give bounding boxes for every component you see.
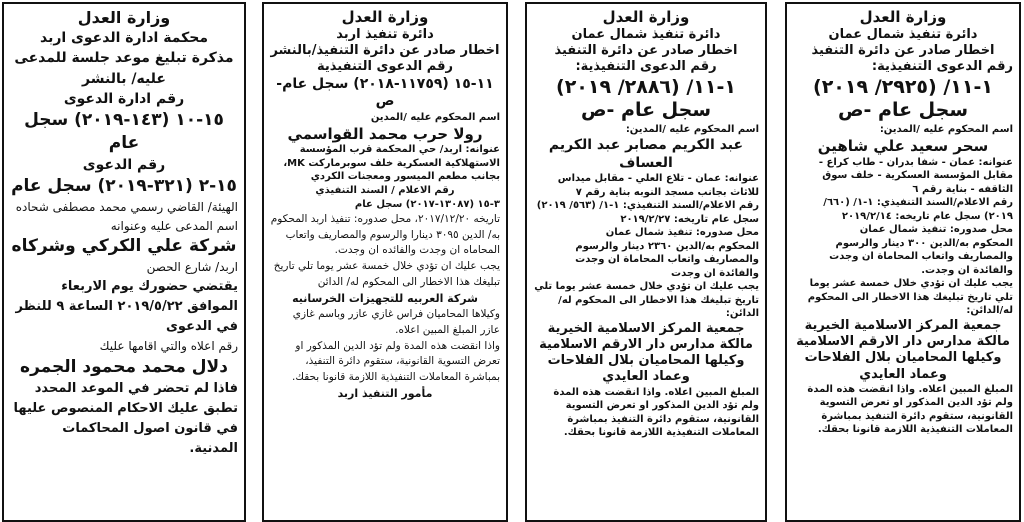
memo-heading: مذكرة تبليغ موعد جلسة للمدعى عليه/ بالنشر	[14, 50, 234, 87]
reference-number: ٣-١٥ (١٣٠٨٧-٢٠١٧) سجل عام	[354, 198, 500, 210]
case-label: رقم الدعوى التنفيذية	[317, 59, 453, 75]
notice-column-north-amman-2925	[785, 2, 1021, 522]
defendant-address: عنوانه: عمان - شفا بدران - طاب كراع - مقابل المؤسسة العسكرية - خلف سوق الثاقفه - بناية رقم ٦	[818, 156, 1013, 195]
reference-label: رقم الاعلام / السند التنفيذي	[315, 184, 455, 196]
defendant-label: اسم المحكوم عليه /المدين	[370, 111, 500, 123]
case-number: ١٥-٢ (٣٢١-٢٠١٩) سجل عام	[11, 176, 237, 197]
notice-column-irbid-execution	[262, 2, 508, 522]
plaintiff-name: دلال محمد محمود الجمره	[20, 357, 228, 378]
defendant-name: سحر سعيد علي شاهين	[817, 137, 989, 155]
defendant-address: اربد/ شارع الحصن	[146, 260, 238, 275]
notice-heading: اخطار صادر عن دائرة التنفيذ	[554, 43, 738, 58]
case-label: رقم الدعوى التنفيذية:	[575, 59, 717, 75]
department-heading: دائرة تنفيذ شمال عمان	[571, 26, 721, 42]
case-label: رقم الدعوى	[82, 157, 166, 174]
defendant-address: عنوانه: عمان - تلاع العلي - مقابل ميداس للاثاث بجانب مسجد النوبه بناية رقم ٧	[557, 173, 759, 198]
notice-heading: اخطار صادر عن دائرة التنفيذ	[811, 43, 995, 58]
defendant-address: عنوانه: اربد/ حي المحكمة قرب المؤسسة الاستهلاكية العسكرية خلف سوبرماركت MK، بجانب مطعم الميسور ومعجنات الكردي	[283, 144, 500, 183]
defendant-name: رولا حرب محمد القواسمي	[287, 124, 483, 143]
defendant-label: اسم المحكوم عليه /المدين:	[879, 124, 1013, 135]
warning-text: فاذا لم تحضر في الموعد المحدد تطبق عليك الاحكام المنصوص عليها في قانون اصول المحاكمات المدنية.	[13, 380, 238, 457]
signature-line: مأمور التنفيذ اربد	[337, 386, 433, 400]
case-number: ١١-١٥ (١١٧٥٩-٢٠١٨) سجل عام-ص	[276, 75, 494, 109]
reference-number: رقم الاعلام/السند التنفيذي: ١-١/ (٦٦٠/ ٢٠١٩) سجل عام تاريخه: ٢٠١٩/٢/١٤	[823, 197, 1013, 222]
creditor-name: جمعية المركز الاسلامية الخيرية مالكة مدارس دار الارقم الاسلامية وكيلها المحاميان بلال الفلاحات وعماد العايدي	[539, 320, 753, 385]
filed-by-text: رقم اعلاه والتي اقامها عليك	[99, 339, 238, 354]
admin-case-number: ١٥-١٠ (١٤٣-٢٠١٩) سجل عام	[24, 110, 224, 154]
panel-judge: الهيئة/ القاضي رسمي محمد مصطفى شحاده	[15, 200, 238, 215]
duty-text: يجب عليك ان تؤدي خلال خمسة عشر يوما تلي تاريخ تبليغك هذا الاخطار الى المحكوم له/الدائن:	[534, 281, 759, 319]
ministry-heading: وزارة العدل	[859, 8, 947, 26]
case-label: رقم الدعوى التنفيذية:	[871, 59, 1013, 75]
creditor-agents: وكيلاها المحاميان فراس غازي عازر وباسم غازي عازر المبلغ المبين اعلاه.	[292, 308, 500, 336]
closing-text: المبلغ المبين اعلاه. واذا انقضت هذه المدة ولم تؤد الدين المذكور او تعرض التسوية القانونية، ستقوم دائرة التنفيذ بمباشرة المعاملات التنفيذية اللازمة قانونا بحقك.	[553, 386, 759, 438]
creditor-name: شركة العربيه للتجهيزات الخرسانيه	[292, 291, 478, 305]
notice-heading: اخطار صادر عن دائرة التنفيذ/بالنشر	[270, 43, 500, 58]
closing-text: واذا انقضت هذه المدة ولم تؤد الدين المذكور او تعرض التسوية القانونية، ستقوم دائرة التنفيذ، بمباشرة المعاملات التنفيذية اللازمة قانونا بحقك.	[292, 339, 500, 383]
amount-text: المحكوم به/الدين ٢٣٦٠ دينار والرسوم والمصاريف واتعاب المحاماة ان وجدت والفائدة ان وجدت	[575, 240, 759, 279]
amount-text: المحكوم به/الدين ٣٠٠ دينار والرسوم والمصاريف واتعاب المحاماة ان وجدت والفائدة ان وجدت.	[829, 237, 1013, 276]
defendant-label: اسم المحكوم عليه /المدين:	[625, 124, 759, 135]
creditor-name: جمعية المركز الاسلامية الخيرية مالكة مدارس دار الارقم الاسلامية وكيلها المحاميان بلال الفلاحات وعماد العايدي	[796, 317, 1010, 382]
notice-column-irbid-court	[2, 2, 246, 522]
defendant-name: عبد الكريم مصابر عبد الكريم العساف	[548, 137, 744, 171]
court-heading: محكمة ادارة الدعوى اربد	[39, 30, 209, 46]
ministry-heading: وزارة العدل	[341, 8, 429, 26]
issue-place: محل صدوره: تنفيذ شمال عمان	[859, 224, 1013, 236]
closing-text: المبلغ المبين اعلاه. واذا انقضت هذه المدة ولم تؤد الدين المذكور او تعرض التسوية القانونية، ستقوم دائرة التنفيذ بمباشرة المعاملات التنفيذية اللازمة قانونا بحقك.	[807, 383, 1013, 436]
ministry-heading: وزارة العدل	[77, 8, 171, 27]
duty-text: يجب عليك ان تؤدي خلال خمسة عشر يوما تلي تاريخ تبليغك هذا الاخطار الى المحكوم له/ الدائن	[273, 260, 500, 288]
case-number: ١-١١/ (٢٨٨٦/ ٢٠١٩)	[556, 75, 736, 98]
department-heading: دائرة تنفيذ اربد	[336, 26, 434, 42]
ministry-heading: وزارة العدل	[602, 8, 690, 26]
admin-case-label: رقم ادارة الدعوى	[63, 90, 185, 107]
defendant-company: شركة علي الكركي وشركاه	[11, 236, 237, 257]
notice-column-north-amman-2886	[525, 2, 767, 522]
issue-place: محل صدوره: تنفيذ شمال عمان	[605, 227, 759, 238]
register-label: سجل عام -ص	[837, 99, 969, 122]
reference-number: رقم الاعلام/السند التنفيذي: ١-١/ (٥٦٣/ ٢٠١٩) سجل عام تاريخه: ٢٠١٩/٢/٢٧	[536, 200, 759, 225]
case-number: ١-١١/ (٢٩٢٥/ ٢٠١٩)	[813, 75, 993, 98]
duty-text: يجب عليك ان تؤدي خلال خمسة عشر يوما تلي تاريخ تبليغك هذا الاخطار الى المحكوم له/الدائن:	[807, 278, 1013, 317]
department-heading: دائرة تنفيذ شمال عمان	[828, 26, 978, 42]
register-label: سجل عام -ص	[580, 99, 712, 122]
attendance-text: يقتضي حضورك يوم الاربعاء الموافق ٢٠١٩/٥/٢٢ الساعة ٩ للنظر في الدعوى	[15, 279, 238, 335]
date-and-amount: تاريخه ٢٠١٧/١٢/٢٠، محل صدوره: تنفيذ اربد المحكوم به/ الدين ٣٠٩٥ دينارا والرسوم والمصاريف واتعاب المحاماه ان وجدت والفائده ان وجدت.	[270, 212, 500, 257]
defendant-label: اسم المدعى عليه وعنوانه	[110, 218, 238, 233]
